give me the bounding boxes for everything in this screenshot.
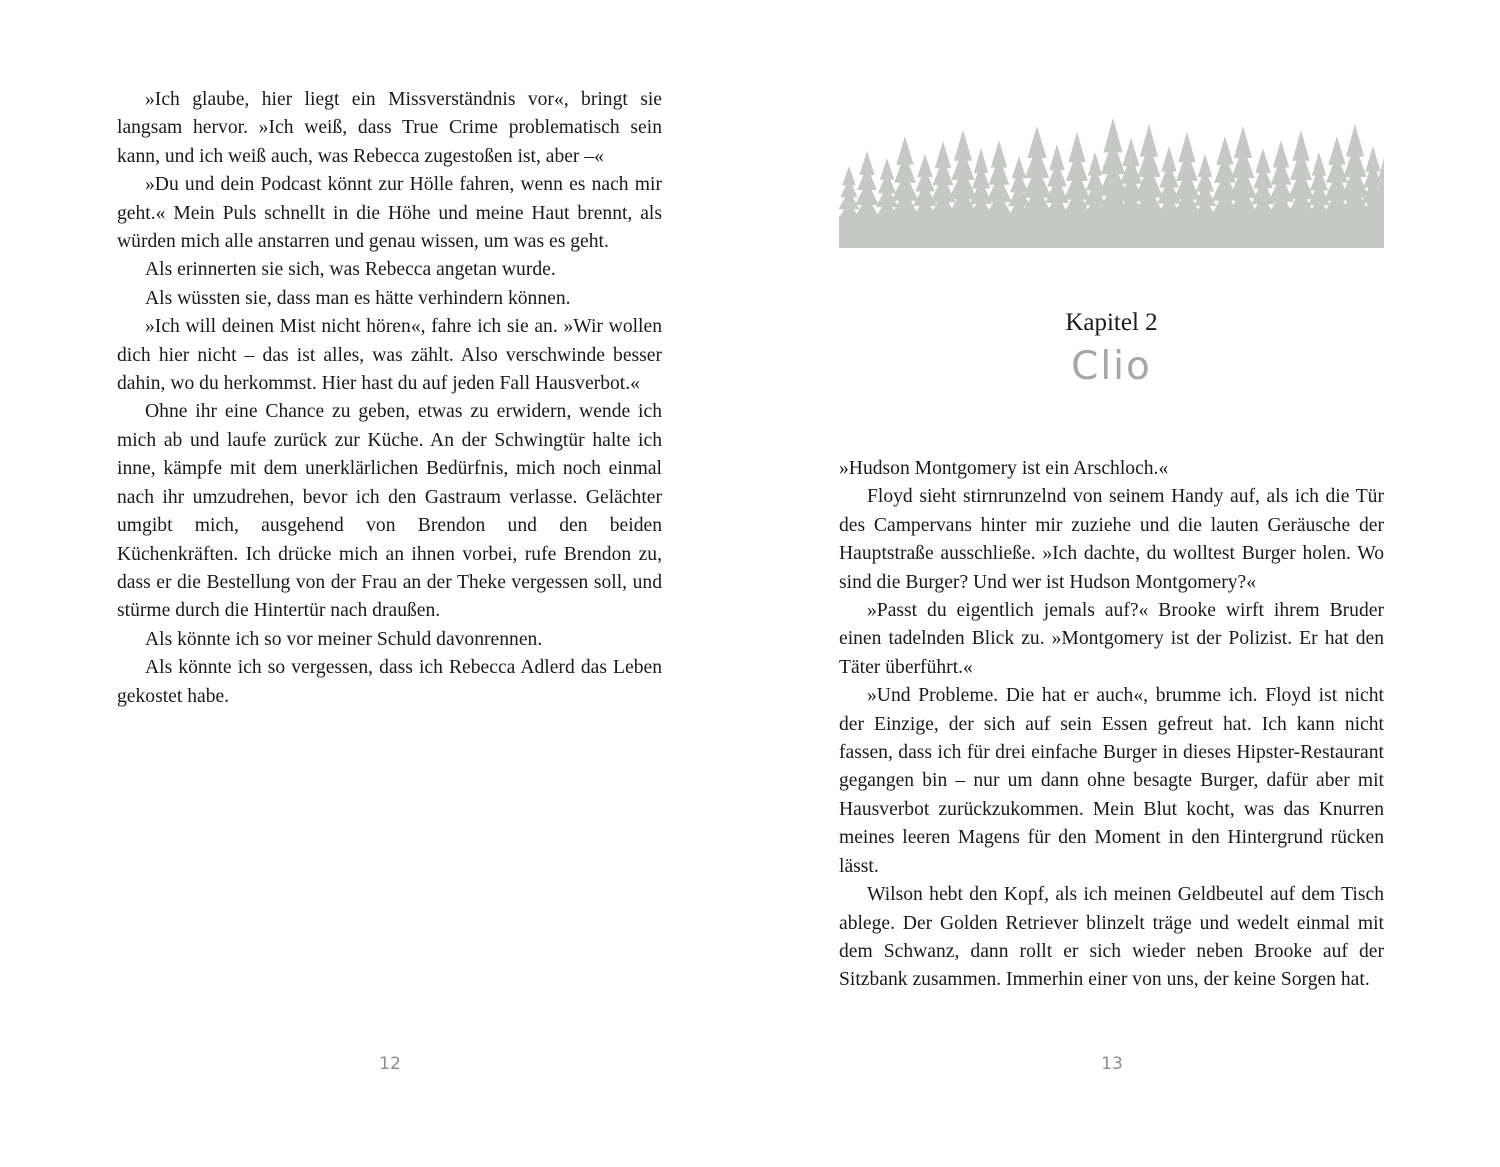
paragraph: »Hudson Montgomery ist ein Arschloch.« [839, 458, 1169, 479]
paragraph: Ohne ihr eine Chance zu geben, etwas zu erwidern, wende ich mich ab und laufe zurück zur Küche. An der Schwingtür halte ich inne, kämpfe mit dem unerklärlichen Bedürfnis, mich noch einmal nach ihr umzudrehen, bevor ich den Gastraum verlasse. Gelächter umgibt mich, ausgehend von Brendon und den beiden Küchenkräften. Ich drücke mich an ihnen vorbei, rufe Brendon zu, dass er die Bestellung von der Frau an der Theke vergessen soll, und stürme durch die Hintertür nach draußen. [117, 401, 662, 622]
paragraph: »Passt du eigentlich jemals auf?« Brooke wirft ihrem Bruder einen tadelnden Blick zu. »Montgomery ist der Polizist. Er hat den Täter überführt.« [839, 600, 1384, 678]
page-number: 12 [379, 1054, 401, 1074]
right-page [750, 0, 1500, 1167]
left-page-body [117, 86, 662, 711]
paragraph: Als erinnerten sie sich, was Rebecca angetan wurde. [145, 259, 556, 281]
paragraph: »Du und dein Podcast könnt zur Hölle fahren, wenn es nach mir geht.« Mein Puls schnellt in die Höhe und meine Haut brennt, als würden mich alle anstarren und genau wissen, um was es geht. [117, 174, 662, 253]
paragraph: Wilson hebt den Kopf, als ich meinen Geldbeutel auf dem Tisch ablege. Der Golden Retriever blinzelt träge und wedelt einmal mit dem Schwanz, dann rollt er sich wieder neben Brooke auf der Sitzbank zusammen. Immerhin einer von uns, der keine Sorgen hat. [839, 884, 1384, 991]
chapter-heading [839, 306, 1384, 392]
paragraph: »Ich glaube, hier liegt ein Missverständnis vor«, bringt sie langsam hervor. »Ich weiß, dass True Crime problematisch sein kann, und ich weiß auch, was Rebecca zugestoßen ist, aber –« [117, 89, 662, 167]
chapter-number: Kapitel 2 [1065, 309, 1158, 336]
paragraph: Als könnte ich so vergessen, dass ich Rebecca Adlerd das Leben gekostet habe. [117, 657, 662, 707]
page-number: 13 [1101, 1054, 1123, 1074]
paragraph: Als könnte ich so vor meiner Schuld davonrennen. [145, 628, 543, 650]
paragraph: Floyd sieht stirnrunzelnd von seinem Handy auf, als ich die Tür des Campervans hinter mir zuziehe und die lauten Geräusche der Hauptstraße ausschließe. »Ich dachte, du wolltest Burger holen. Wo sind die Burger? Und wer ist Hudson Montgomery?« [839, 486, 1384, 593]
paragraph: »Ich will deinen Mist nicht hören«, fahre ich sie an. »Wir wollen dich hier nicht – das ist alles, was zählt. Also verschwinde besser dahin, wo du herkommst. Hier hast du auf jeden Fall Hausverbot.« [117, 316, 662, 395]
chapter-title: Clio [1071, 344, 1152, 389]
paragraph: Als wüssten sie, dass man es hätte verhindern können. [145, 287, 571, 309]
forest-silhouette-illustration [839, 96, 1384, 248]
right-page-body [839, 455, 1384, 995]
paragraph: »Und Probleme. Die hat er auch«, brumme ich. Floyd ist nicht der Einzige, der sich auf sein Essen gefreut hat. Ich kann nicht fassen, dass ich für drei einfache Burger in dieses Hipster-Restaurant gegangen bin – nur um dann ohne besagte Burger, dafür aber mit Hausverbot zurückzukommen. Mein Blut kocht, was das Knurren meines leeren Magens für den Moment in den Hintergrund rücken lässt. [839, 685, 1384, 877]
